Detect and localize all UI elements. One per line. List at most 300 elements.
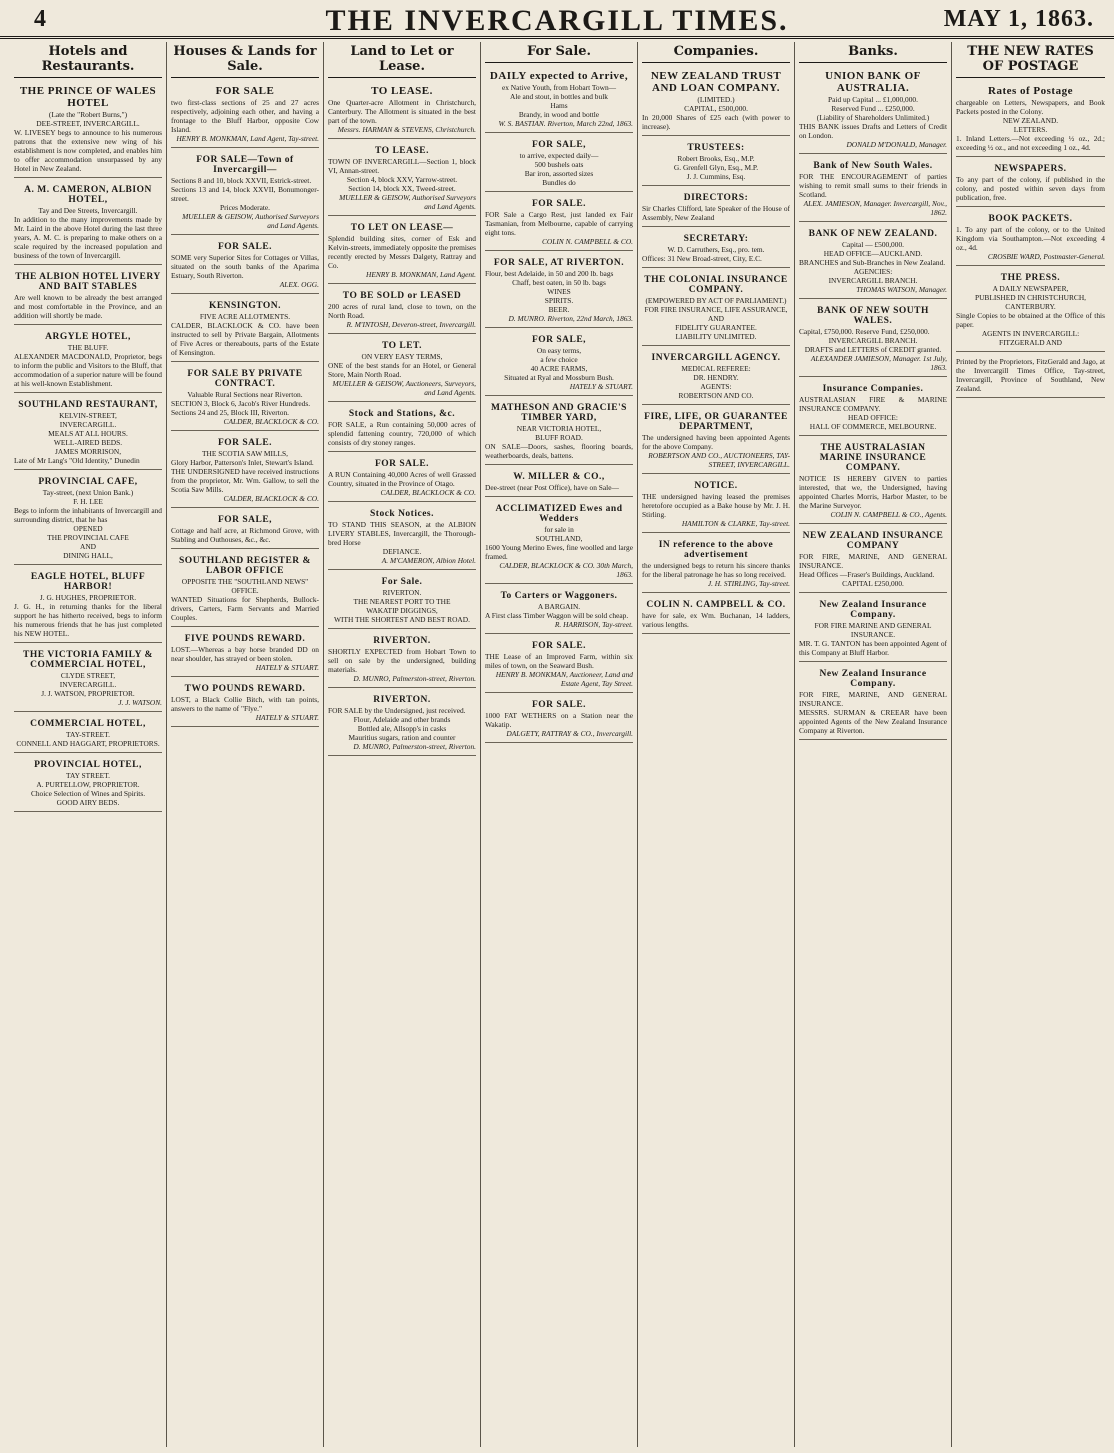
column-heading: Hotels and Restaurants.: [14, 42, 162, 78]
ad-text: JAMES MORRISON,: [54, 447, 122, 456]
ad-text: Sections 8 and 10, block XXVII, Estrick-street.: [171, 176, 312, 185]
ad-text: INVERCARGILL.: [59, 420, 117, 429]
advertisement: [642, 66, 790, 136]
ad-text: J. G. H., in returning thanks for the liberal support he has hitherto received, begs to inform his numerous friends that he has just completed his NEW HOTEL.: [14, 602, 162, 638]
advertisement: [171, 630, 319, 677]
page-number: 4: [34, 6, 46, 32]
ad-title: Stock and Stations, &c.: [348, 409, 456, 419]
ad-text: J. J. WATSON, PROPRIETOR.: [41, 689, 135, 698]
ad-text: WAKATIP DIGGINGS,: [366, 606, 438, 615]
ad-text: FOR Sale a Cargo Rest, just landed ex Fair Tasmanian, from Melbourne, capable of carrying eight tons.: [485, 210, 633, 237]
ad-text: A RUN Containing 40,000 Acres of well Grassed Country, situated in the Province of Otago.: [328, 470, 476, 488]
advertisement: [956, 81, 1105, 157]
ad-text: Brandy, in wood and bottle: [518, 110, 600, 119]
advertisement: [956, 160, 1105, 207]
ad-text: NEAR VICTORIA HOTEL,: [516, 424, 602, 433]
ad-signature: W. S. BASTIAN. Riverton, March 22nd, 1863.: [498, 119, 633, 128]
ad-title: W. MILLER & CO.,: [513, 472, 605, 482]
ad-text: To any part of the colony, if published in the colony, and posted within seven days from publication, free.: [956, 175, 1105, 202]
ad-signature: J. H. STIRLING, Tay-street.: [707, 579, 790, 588]
ad-signature: R. HARRISON, Tay-street.: [554, 620, 633, 629]
ad-text: Flour, Adelaide and other brands: [353, 715, 451, 724]
ad-title: RIVERTON.: [373, 636, 431, 646]
advertisement: [171, 434, 319, 508]
ad-text: Dee-street (near Post Office), have on Sale—: [485, 483, 619, 492]
masthead: [0, 0, 1114, 39]
ad-text: WANTED Situations for Shepherds, Bullock-drivers, Carters, Farm Servants and Married Couples.: [171, 595, 319, 622]
ad-text: HALL OF COMMERCE, MELBOURNE.: [809, 422, 937, 431]
ad-text: Robert Brooks, Esq., M.P.: [677, 154, 755, 163]
ad-text: for sale in: [544, 525, 574, 534]
ad-text: 1. To any part of the colony, or to the United Kingdom via Southampton.—Not exceeding 4 oz., 4d.: [956, 225, 1105, 252]
ad-text: have for sale, ex Wm. Buchanan, 14 ladders, various lengths.: [642, 611, 790, 629]
ad-title: Insurance Companies.: [822, 384, 924, 394]
ad-text: Tay and Dee Streets, Invercargill.: [38, 206, 138, 215]
ad-signature: MUELLER & GEISOW, Auctioneers, Surveyors, and Land Agents.: [332, 379, 476, 397]
ad-title: THE VICTORIA FAMILY & COMMERCIAL HOTEL,: [23, 650, 153, 670]
advertisement: [485, 331, 633, 396]
ad-text: Bottled ale, Allsopp's in casks: [357, 724, 447, 733]
ad-text: 1600 Young Merino Ewes, fine woolled and large framed.: [485, 543, 633, 561]
ad-title: ACCLIMATIZED Ewes and Wedders: [495, 504, 623, 524]
ad-signature: D. MUNRO, Palmerston-street, Riverton.: [353, 742, 476, 751]
advertisement: [956, 210, 1105, 266]
ad-text: Section 14, block XX, Tweed-street.: [348, 184, 456, 193]
ad-title: TO LEASE.: [375, 146, 429, 156]
ad-title: BOOK PACKETS.: [988, 214, 1073, 224]
ad-text: Flour, best Adelaide, in 50 and 200 lb. bags: [485, 269, 614, 278]
advertisement: [171, 365, 319, 431]
ad-text: the undersigned begs to return his sincere thanks for the liberal patronage he has so long received.: [642, 561, 790, 579]
ad-text: THE PROVINCIAL CAFE: [47, 533, 129, 542]
ad-text: RIVERTON.: [382, 588, 422, 597]
advertisement: [328, 142, 476, 216]
ad-title: BANK OF NEW ZEALAND.: [808, 229, 938, 239]
ad-text: chargeable on Letters, Newspapers, and Book Packets posted in the Colony.: [956, 98, 1105, 116]
ad-text: FOR THE ENCOURAGEMENT of parties wishing to remit small sums to their friends in Scotland.: [799, 172, 947, 199]
ad-title: KENSINGTON.: [208, 301, 282, 311]
ad-text: FITZGERALD AND: [998, 338, 1063, 347]
ad-text: A DAILY NEWSPAPER,: [992, 284, 1069, 293]
advertisement: [485, 66, 633, 133]
ad-text: LETTERS.: [1013, 125, 1048, 134]
ad-title: New Zealand Insurance Company.: [819, 669, 927, 689]
ad-title: ARGYLE HOTEL,: [45, 332, 131, 342]
ad-title: TO LET.: [381, 341, 423, 351]
ad-signature: HENRY B. MONKMAN, Land Agent, Tay-street.: [176, 134, 319, 143]
ad-title: Bank of New South Wales.: [813, 161, 933, 171]
ad-text: MR. T. G. TANTON has been appointed Agent of this Company at Bluff Harbor.: [799, 639, 947, 657]
ad-signature: CALDER, BLACKLOCK & CO. 30th March, 1863.: [499, 561, 633, 579]
ad-text: Capital, £750,000. Reserve Fund, £250,000.: [799, 327, 930, 336]
ad-text: THE NEAREST PORT TO THE: [353, 597, 451, 606]
advertisement: [171, 511, 319, 549]
ad-text: A. PURTELLOW, PROPRIETOR.: [36, 780, 140, 789]
ad-signature: HENRY B. MONKMAN, Auctioneer, Land and Estate Agent, Tay Street.: [495, 670, 633, 688]
ad-text: HEAD OFFICE—AUCKLAND.: [823, 249, 923, 258]
ad-title: MATHESON AND GRACIE'S TIMBER YARD,: [491, 403, 627, 423]
ad-title: TO LEASE.: [371, 85, 433, 97]
column-4: [481, 42, 638, 1447]
ad-text: Sections 24 and 25, Block III, Riverton.: [171, 408, 290, 417]
ad-text: Late of Mr Lang's "Old Identity," Dunedin: [14, 456, 140, 465]
ad-signature: MUELLER & GEISOW, Authorised Surveyors and Land Agents.: [182, 212, 319, 230]
advertisement: [328, 81, 476, 139]
ad-text: GOOD AIRY BEDS.: [56, 798, 120, 807]
ad-title: Rates of Postage: [988, 85, 1073, 97]
ad-text: F. H. LEE: [73, 497, 103, 506]
ad-title: DIRECTORS:: [683, 193, 749, 203]
ad-text: (Liability of Shareholders Unlimited.): [816, 113, 930, 122]
advertisement: [328, 219, 476, 284]
advertisement: [171, 552, 319, 627]
ad-text: Glory Harbor, Patterson's Inlet, Stewart's Island.: [171, 458, 314, 467]
advertisement: [14, 715, 162, 753]
ad-text: Are well known to be already the best arranged and most comfortable in the Province, and an addition will shortly be made.: [14, 293, 162, 320]
column-heading: Companies.: [642, 42, 790, 63]
advertisement: [799, 665, 947, 740]
ad-signature: HAMILTON & CLARKE, Tay-street.: [681, 519, 790, 528]
advertisement: [642, 139, 790, 186]
ad-signature: D. MUNRO. Riverton, 22nd March, 1863.: [508, 314, 633, 323]
ad-text: THE BLUFF.: [67, 343, 109, 352]
advertisement: [485, 136, 633, 192]
ad-title: FOR SALE BY PRIVATE CONTRACT.: [187, 369, 303, 389]
ad-title: NOTICE.: [694, 481, 738, 491]
advertisement: [485, 587, 633, 634]
ad-text: LOST.—Whereas a bay horse branded DD on near shoulder, has strayed or been stolen.: [171, 645, 319, 663]
ad-text: In 20,000 Shares of £25 each (with power to increase).: [642, 113, 790, 131]
ad-text: Printed by the Proprietors, FitzGerald and Jago, at the Invercargill Times Office, Tay-street, Invercargill, Province of Southland, New Zealand.: [956, 357, 1105, 393]
ad-title: THE COLONIAL INSURANCE COMPANY.: [644, 275, 788, 295]
ad-title: TO BE SOLD or LEASED: [342, 291, 462, 301]
ad-text: Hams: [550, 101, 568, 110]
ad-text: W. LIVESEY begs to announce to his numerous patrons that the extensive new wing of his establishment is now completed, and enables him to offer accommodation unsurpassed by any Hotel in New Zealand.: [14, 128, 162, 173]
ad-text: LOST, a Black Collie Bitch, with tan points, answers to the name of "Flye.": [171, 695, 319, 713]
ad-title: DAILY expected to Arrive,: [489, 70, 629, 82]
ad-text: TOWN OF INVERCARGILL—Section 1, block VI, Annan-street.: [328, 157, 476, 175]
ad-title: FOR SALE.: [531, 641, 587, 651]
ad-title: TO LET ON LEASE—: [350, 223, 454, 233]
column-heading: Land to Let or Lease.: [328, 42, 476, 78]
ad-signature: MUELLER & GEISOW, Authorised Surveyors and Land Agents.: [339, 193, 476, 211]
advertisement: [799, 66, 947, 154]
ad-signature: HATELY & STUART.: [255, 713, 319, 722]
column-3: [324, 42, 481, 1447]
newspaper-title: THE INVERCARGILL TIMES.: [325, 4, 789, 37]
ad-text: WITH THE SHORTEST AND BEST ROAD.: [334, 615, 470, 624]
advertisement: [642, 596, 790, 634]
ad-text: 40 ACRE FARMS,: [530, 364, 588, 373]
column-6: [795, 42, 952, 1447]
ad-text: HEAD OFFICE:: [848, 413, 898, 422]
ad-text: Situated at Ryal and Mossburn Bush.: [504, 373, 614, 382]
ad-text: MEDICAL REFEREE:: [681, 364, 751, 373]
ad-text: (EMPOWERED BY ACT OF PARLIAMENT.): [645, 296, 787, 305]
ad-text: J. J. Cummins, Esq.: [686, 172, 746, 181]
ad-title: FOR SALE,: [531, 335, 587, 345]
ad-title: IN reference to the above advertisement: [658, 540, 774, 560]
ad-signature: J. J. WATSON.: [118, 698, 162, 707]
ad-text: W. D. Carruthers, Esq., pro. tem.: [667, 245, 765, 254]
ad-text: two first-class sections of 25 and 27 acres respectively, adjoining each other, and having a frontage to the Bluff Harbor, opposite Cow Island.: [171, 98, 319, 134]
ad-signature: ALEXANDER JAMIESON, Manager. 1st July, 1863.: [810, 354, 947, 372]
advertisement: [799, 596, 947, 662]
advertisement: [956, 269, 1105, 352]
advertisement: [328, 505, 476, 570]
advertisement: [799, 157, 947, 222]
ad-signature: CALDER, BLACKLOCK & CO.: [223, 494, 319, 503]
column-heading: Houses & Lands for Sale.: [171, 42, 319, 78]
ad-text: DEE-STREET, INVERCARGILL.: [36, 119, 140, 128]
advertisement: [485, 637, 633, 693]
advertisement: [956, 355, 1105, 398]
ad-text: MESSRS. SURMAN & CREEAR have been appointed Agents of the New Zealand Insurance Company at Riverton.: [799, 708, 947, 735]
advertisement: [642, 408, 790, 474]
ad-signature: ALEX. OGG.: [279, 280, 319, 289]
ad-title: NEW ZEALAND INSURANCE COMPANY: [802, 531, 944, 551]
ad-text: FOR SALE, a Run containing 50,000 acres of splendid fattening country, 720,000 of which consists of dry stoney ranges.: [328, 420, 476, 447]
advertisement: [14, 268, 162, 325]
column-2: [167, 42, 324, 1447]
ad-text: One Quarter-acre Allotment in Christchurch, Canterbury. The Allotment is situated in the best part of the town.: [328, 98, 476, 125]
advertisement: [799, 439, 947, 524]
advertisement: [485, 468, 633, 497]
ad-title: THE PRINCE OF WALES HOTEL: [19, 85, 157, 109]
ad-text: BRANCHES and Sub-Branches in New Zealand.: [799, 258, 946, 267]
advertisement: [328, 573, 476, 629]
advertisement: [799, 380, 947, 436]
ad-title: NEW ZEALAND TRUST AND LOAN COMPANY.: [650, 70, 782, 94]
advertisement: [642, 189, 790, 227]
ad-title: FOR SALE.: [531, 199, 587, 209]
ad-text: DINING HALL,: [63, 551, 113, 560]
ad-text: On easy terms,: [536, 346, 582, 355]
ad-text: Head Offices —Fraser's Buildings, Auckland.: [799, 570, 935, 579]
ad-title: PROVINCIAL CAFE,: [38, 477, 138, 487]
ad-text: AND: [79, 542, 96, 551]
ad-text: AUSTRALASIAN FIRE & MARINE INSURANCE COMPANY.: [799, 395, 947, 413]
advertisement: [14, 81, 162, 178]
ad-text: Offices: 31 New Broad-street, City, E.C.: [642, 254, 762, 263]
ad-signature: A. M'CAMERON, Albion Hotel.: [381, 556, 476, 565]
ad-text: Choice Selection of Wines and Spirits.: [30, 789, 146, 798]
ad-text: In addition to the many improvements made by Mr. Laird in the above Hotel during the last three years, A. M. C. is preparing to make others on a scale required by the increased population and business of the town of Invercargill.: [14, 215, 162, 260]
ad-text: INVERCARGILL BRANCH.: [828, 336, 918, 345]
ad-title: TWO POUNDS REWARD.: [184, 684, 306, 694]
ad-title: THE PRESS.: [1000, 273, 1061, 283]
ad-text: SOUTHLAND,: [535, 534, 583, 543]
ad-signature: HATELY & STUART.: [255, 663, 319, 672]
column-heading: For Sale.: [485, 42, 633, 63]
ad-signature: DONALD M'DONALD, Manager.: [846, 140, 947, 149]
advertisement: [14, 396, 162, 470]
ad-title: EAGLE HOTEL, BLUFF HARBOR!: [30, 572, 146, 592]
ad-text: TAY-STREET.: [66, 730, 110, 739]
ad-text: INVERCARGILL.: [59, 680, 117, 689]
advertisement: [485, 696, 633, 743]
ad-text: Ale and stout, in bottles and bulk: [510, 92, 608, 101]
ad-title: COMMERCIAL HOTEL,: [30, 719, 146, 729]
ad-text: MEALS AT ALL HOURS.: [48, 429, 128, 438]
ad-text: Bundles do: [542, 178, 576, 187]
ad-text: TAY STREET.: [66, 771, 110, 780]
advertisement: [642, 230, 790, 268]
ad-title: PROVINCIAL HOTEL,: [34, 760, 142, 770]
ad-text: (LIMITED.): [697, 95, 735, 104]
ad-text: DR. HENDRY.: [693, 373, 739, 382]
ad-text: Section 4, block XXV, Yarrow-street.: [346, 175, 458, 184]
ad-title: A. M. CAMERON, ALBION HOTEL,: [24, 185, 152, 205]
column-heading: Banks.: [799, 42, 947, 63]
advertisement: [171, 680, 319, 727]
advertisement: [14, 473, 162, 565]
advertisement: [642, 271, 790, 346]
ad-text: Valuable Rural Sections near Riverton.: [187, 390, 303, 399]
ad-title: SECRETARY:: [683, 234, 749, 244]
ad-text: SPIRITS.: [544, 296, 574, 305]
ad-title: FOR SALE,: [217, 515, 273, 525]
ad-signature: THOMAS WATSON, Manager.: [856, 285, 947, 294]
advertisement: [171, 238, 319, 294]
ad-text: ONE of the best stands for an Hotel, or General Store, Main North Road.: [328, 361, 476, 379]
ad-text: Reserved Fund ... £250,000.: [831, 104, 915, 113]
ad-text: FOR FIRE, MARINE, AND GENERAL INSURANCE.: [799, 552, 947, 570]
ad-text: A BARGAIN.: [537, 602, 581, 611]
ad-signature: ROBERTSON AND CO., AUCTIONEERS, TAY-STREET, INVERCARGILL.: [648, 451, 790, 469]
ad-text: NOTICE IS HEREBY GIVEN to parties interested, that we, the Undersigned, having appointed Charles Morris, Harbor Master, to be the Marine Surveyor.: [799, 474, 947, 510]
ad-text: BLUFF ROAD.: [535, 433, 583, 442]
ad-text: Prices Moderate.: [219, 203, 271, 212]
ad-text: LIABILITY UNLIMITED.: [675, 332, 757, 341]
advertisement: [328, 287, 476, 334]
ad-text: CALDER, BLACKLOCK & CO. have been instructed to sell by Private Bargain, Allotments of Five Acres or thereabouts, parts of the Estate of Kensington.: [171, 321, 319, 357]
ad-signature: R. M'INTOSH, Deveron-street, Invercargill.: [346, 320, 476, 329]
ad-text: INVERCARGILL BRANCH.: [828, 276, 918, 285]
advertisement: [14, 756, 162, 812]
advertisement: [328, 632, 476, 688]
ad-text: THE undersigned having leased the premises heretofore occupied as a Bake house by Mr. J. H. Stirling.: [642, 492, 790, 519]
ad-text: ON VERY EASY TERMS,: [361, 352, 443, 361]
ad-text: ON SALE—Doors, sashes, flooring boards, weatherboards, deals, battens.: [485, 442, 633, 460]
ad-text: 200 acres of rural land, close to town, on the North Road.: [328, 302, 476, 320]
ad-text: WINES: [547, 287, 571, 296]
advertisement: [14, 646, 162, 712]
ad-title: COLIN N. CAMPBELL & CO.: [646, 600, 786, 610]
ad-text: to arrive, expected daily—: [519, 151, 599, 160]
ad-text: Single Copies to be obtained at the Office of this paper.: [956, 311, 1105, 329]
ad-title: SOUTHLAND REGISTER & LABOR OFFICE: [179, 556, 311, 576]
ad-text: SOME very Superior Sites for Cottages or Villas, situated on the south banks of the Aparima Estuary, South Riverton.: [171, 253, 319, 280]
ad-text: PUBLISHED IN CHRISTCHURCH,: [974, 293, 1087, 302]
advertisement: [171, 297, 319, 362]
ad-text: DRAFTS and LETTERS of CREDIT granted.: [804, 345, 942, 354]
column-heading: THE NEW RATES OF POSTAGE: [956, 42, 1105, 78]
ad-text: a few choice: [540, 355, 578, 364]
ad-text: FOR FIRE, MARINE, AND GENERAL INSURANCE.: [799, 690, 947, 708]
ad-signature: COLIN N. CAMPBELL & CO., Agents.: [830, 510, 947, 519]
ad-text: Paid up Capital ... £1,000,000.: [828, 95, 918, 104]
ad-text: Sir Charles Clifford, late Speaker of the House of Assembly, New Zealand: [642, 204, 790, 222]
ad-signature: HATELY & STUART.: [569, 382, 633, 391]
ad-text: FIVE ACRE ALLOTMENTS.: [199, 312, 291, 321]
ad-text: TO STAND THIS SEASON, at the ALBION LIVERY STABLES, Invercargill, the Thorough-bred Horse: [328, 520, 476, 547]
ad-text: SECTION 3, Block 6, Jacob's River Hundreds.: [171, 399, 311, 408]
ad-text: ex Native Youth, from Hobart Town—: [501, 83, 617, 92]
ad-signature: CROSBIE WARD, Postmaster-General.: [987, 252, 1105, 261]
ad-title: FOR SALE—Town of Invercargill—: [196, 155, 294, 175]
advertisement: [642, 349, 790, 405]
ad-text: Cottage and half acre, at Richmond Grove, with Stabling and Outhouses, &c., &c.: [171, 526, 319, 544]
advertisement: [485, 399, 633, 465]
ad-text: OPPOSITE THE "SOUTHLAND NEWS" OFFICE.: [181, 577, 309, 595]
ad-text: (Late the "Robert Burns,"): [48, 110, 128, 119]
column-5: [638, 42, 795, 1447]
ad-text: WELL-AIRED BEDS.: [53, 438, 123, 447]
advertisement: [328, 455, 476, 502]
ad-text: NEW ZEALAND.: [1002, 116, 1059, 125]
ad-title: UNION BANK OF AUSTRALIA.: [825, 70, 921, 94]
ad-text: AGENCIES:: [853, 267, 893, 276]
ad-title: RIVERTON.: [373, 695, 431, 705]
ad-text: 1. Inland Letters.—Not exceeding ½ oz., 2d.; exceeding ½ oz., and not exceeding 1 oz., 4d.: [956, 134, 1105, 152]
ad-text: G. Grenfell Glyn, Esq., M.P.: [673, 163, 759, 172]
advertisement: [328, 337, 476, 402]
advertisement: [799, 527, 947, 593]
ad-text: BEER.: [548, 305, 570, 314]
ad-text: ROBERTSON AND CO.: [678, 391, 754, 400]
issue-date: MAY 1, 1863.: [943, 6, 1094, 32]
advertisement: [171, 151, 319, 235]
ad-text: Begs to inform the inhabitants of Invercargill and surrounding district, that he has: [14, 506, 162, 524]
ad-text: CONNELL AND HAGGART, PROPRIETORS.: [16, 739, 160, 748]
advertisement: [799, 225, 947, 299]
ad-text: FOR FIRE MARINE AND GENERAL INSURANCE.: [814, 621, 932, 639]
ad-text: CAPITAL £250,000.: [842, 579, 904, 588]
ad-text: AGENTS IN INVERCARGILL:: [981, 329, 1080, 338]
column-7: [952, 42, 1109, 1447]
ad-text: FOR SALE by the Undersigned, just received.: [328, 706, 466, 715]
ad-title: New Zealand Insurance Company.: [819, 600, 927, 620]
ad-text: Capital — £500,000.: [842, 240, 904, 249]
ad-title: FOR SALE.: [374, 459, 430, 469]
ad-title: INVERCARGILL AGENCY.: [651, 353, 781, 363]
ad-signature: Messrs. HARMAN & STEVENS, Christchurch.: [337, 125, 476, 134]
ad-text: J. G. HUGHES, PROPRIETOR.: [39, 593, 137, 602]
ad-text: DEFIANCE.: [382, 547, 422, 556]
ad-text: Chaff, best oaten, in 50 lb. bags: [512, 278, 606, 287]
advertisement: [485, 195, 633, 251]
columns-container: [10, 42, 1110, 1447]
ad-title: FOR SALE, AT RIVERTON.: [493, 258, 625, 268]
advertisement: [14, 568, 162, 643]
ad-text: Bar iron, assorted sizes: [524, 169, 594, 178]
ad-signature: CALDER, BLACKLOCK & CO.: [380, 488, 476, 497]
ad-signature: D. MUNRO, Palmerston-street, Riverton.: [353, 674, 476, 683]
ad-title: FOR SALE.: [217, 242, 273, 252]
ad-text: OPENED: [73, 524, 103, 533]
advertisement: [642, 536, 790, 593]
ad-title: For Sale.: [381, 577, 423, 587]
advertisement: [171, 81, 319, 148]
ad-signature: DALGETY, RATTRAY & CO., Invercargill.: [506, 729, 633, 738]
ad-text: CANTERBURY.: [1005, 302, 1056, 311]
ad-text: Sections 13 and 14, block XXVII, Bonumonger-street.: [171, 185, 319, 203]
ad-title: SOUTHLAND RESTAURANT,: [18, 400, 158, 410]
advertisement: [799, 302, 947, 377]
ad-title: FOR SALE.: [217, 438, 273, 448]
ad-title: FOR SALE: [215, 85, 275, 97]
